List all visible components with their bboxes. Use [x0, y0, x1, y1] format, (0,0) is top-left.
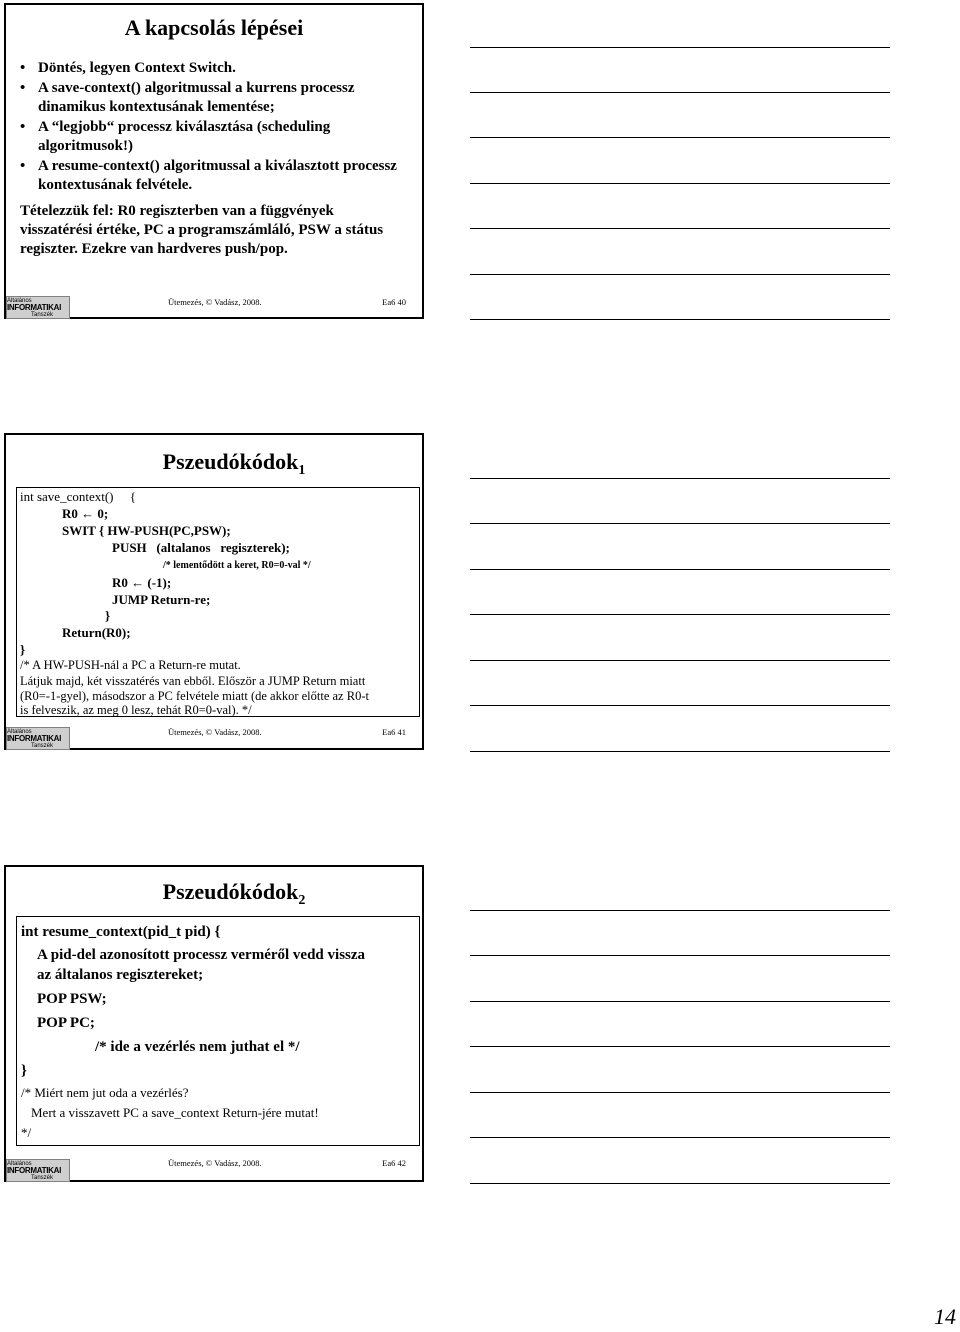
comment-line: */: [21, 1125, 32, 1140]
code-line: [62, 505, 108, 522]
note-line: [470, 523, 890, 524]
note-line: [470, 478, 890, 479]
note-line: [470, 614, 890, 615]
code-line: Return(R0);: [62, 625, 131, 640]
note-line: [470, 751, 890, 752]
code-line: SWIT { HW-PUSH(PC,PSW);: [62, 523, 231, 538]
code-line: JUMP Return-re;: [112, 592, 211, 607]
bullet-item: • A resume-context() algoritmussal a kiválasztott processz kontextusának felvétele.: [20, 157, 415, 196]
footer-author: Ütemezés, © Vadász, 2008.: [168, 297, 262, 307]
code-line: A pid-del azonosított processz verméről vedd vissza: [37, 947, 366, 963]
note-line: [470, 1092, 890, 1093]
department-logo: [6, 296, 70, 319]
slide-title: [46, 449, 422, 479]
code-line: }: [20, 642, 26, 657]
code-line: }: [105, 608, 111, 623]
slide-footer: [168, 727, 406, 737]
department-logo: [6, 1159, 70, 1182]
comment-line: Mert a visszavett PC a save_context Return-jére mutat!: [31, 1105, 319, 1120]
slide-title: A kapcsolás lépései: [124, 15, 304, 40]
note-line: [470, 705, 890, 706]
code-line: int save_context() {: [20, 489, 136, 504]
footer-author: Ütemezés, © Vadász, 2008.: [168, 727, 262, 737]
code-box: [16, 916, 420, 1146]
note-line: [470, 1183, 890, 1184]
note-line: [470, 660, 890, 661]
comment-line: (R0=-1-gyel), másodszor a PC felvétele miatt (de akkor előtte az R0-t: [20, 689, 369, 703]
code-comment: /* lementődött a keret, R0=0-val */: [163, 560, 311, 571]
logo-line: Általános: [7, 729, 32, 735]
note-line: [470, 1046, 890, 1047]
assumption-paragraph: Tételezzük fel: R0 regiszterben van a függvények visszatérési értéke, PC a programszámláló, PSW a státus regiszter. Ezekre van hardveres push/pop.: [20, 203, 384, 257]
code-line: POP PSW;: [37, 991, 107, 1007]
bullet-list: [20, 59, 415, 196]
comment-line: is felveszik, az meg 0 lesz, tehát R0=0-val). */: [20, 703, 252, 717]
note-line: [470, 228, 890, 229]
note-line: [470, 569, 890, 570]
page-number: 14: [934, 1304, 956, 1329]
note-line: [470, 955, 890, 956]
note-line: [470, 1137, 890, 1138]
arrow-icon: ←: [81, 506, 95, 521]
code-token: R0: [62, 506, 78, 521]
note-line: [470, 1001, 890, 1002]
slide-footer: [168, 297, 406, 307]
comment-line: /* A HW-PUSH-nál a PC a Return-re mutat.: [20, 658, 241, 672]
arrow-icon: ←: [131, 575, 145, 590]
note-line: [470, 137, 890, 138]
logo-line: Tanszék: [31, 743, 54, 749]
logo-line: INFORMATIKAI: [7, 734, 62, 743]
title-subscript: 1: [298, 463, 306, 478]
code-line: [112, 574, 171, 591]
code-comment: /* ide a vezérlés nem juthat el */: [95, 1039, 300, 1055]
comment-line: Látjuk majd, két visszatérés van ebből. Először a JUMP Return miatt: [20, 674, 366, 688]
bullet-item: • A save-context() algoritmussal a kurrens processz dinamikus kontextusának lementése;: [20, 79, 415, 118]
footer-author: Ütemezés, © Vadász, 2008.: [168, 1158, 262, 1168]
logo-line: Tanszék: [31, 312, 54, 318]
code-box: [16, 487, 420, 717]
logo-line: Tanszék: [31, 1175, 54, 1181]
note-line: [470, 47, 890, 48]
bullet-item: • A “legjobb“ processz kiválasztása (scheduling algoritmusok!): [20, 118, 415, 157]
department-logo: [6, 727, 70, 750]
slide-40: [4, 3, 424, 319]
slide-footer: [168, 1158, 406, 1168]
logo-line: INFORMATIKAI: [7, 303, 62, 312]
logo-line: Általános: [7, 1161, 32, 1167]
code-token: 0;: [97, 506, 109, 521]
footer-page: Ea6 40: [382, 297, 406, 307]
note-line: [470, 274, 890, 275]
note-line: [470, 910, 890, 911]
code-line: }: [21, 1063, 27, 1079]
code-line: POP PC;: [37, 1015, 95, 1031]
slide-41: [4, 433, 424, 750]
comment-line: /* Miért nem jut oda a vezérlés?: [21, 1085, 189, 1100]
code-line: az általanos regisztereket;: [37, 967, 204, 983]
title-subscript: 2: [298, 893, 306, 908]
note-line: [470, 183, 890, 184]
logo-line: INFORMATIKAI: [7, 1166, 62, 1175]
slide-title: [46, 879, 422, 909]
bullet-item: • Döntés, legyen Context Switch.: [20, 59, 415, 79]
note-line: [470, 319, 890, 320]
slide-42: [4, 865, 424, 1182]
footer-page: Ea6 42: [382, 1158, 406, 1168]
code-line: PUSH (altalanos regiszterek);: [112, 540, 290, 555]
code-token: (-1);: [147, 575, 172, 590]
note-line: [470, 92, 890, 93]
title-text: Pszeudókódok: [162, 879, 299, 904]
title-text: Pszeudókódok: [162, 449, 299, 474]
logo-line: Általános: [7, 298, 32, 304]
footer-page: Ea6 41: [382, 727, 406, 737]
code-line: int resume_context(pid_t pid) {: [21, 924, 221, 940]
code-token: R0: [112, 575, 128, 590]
